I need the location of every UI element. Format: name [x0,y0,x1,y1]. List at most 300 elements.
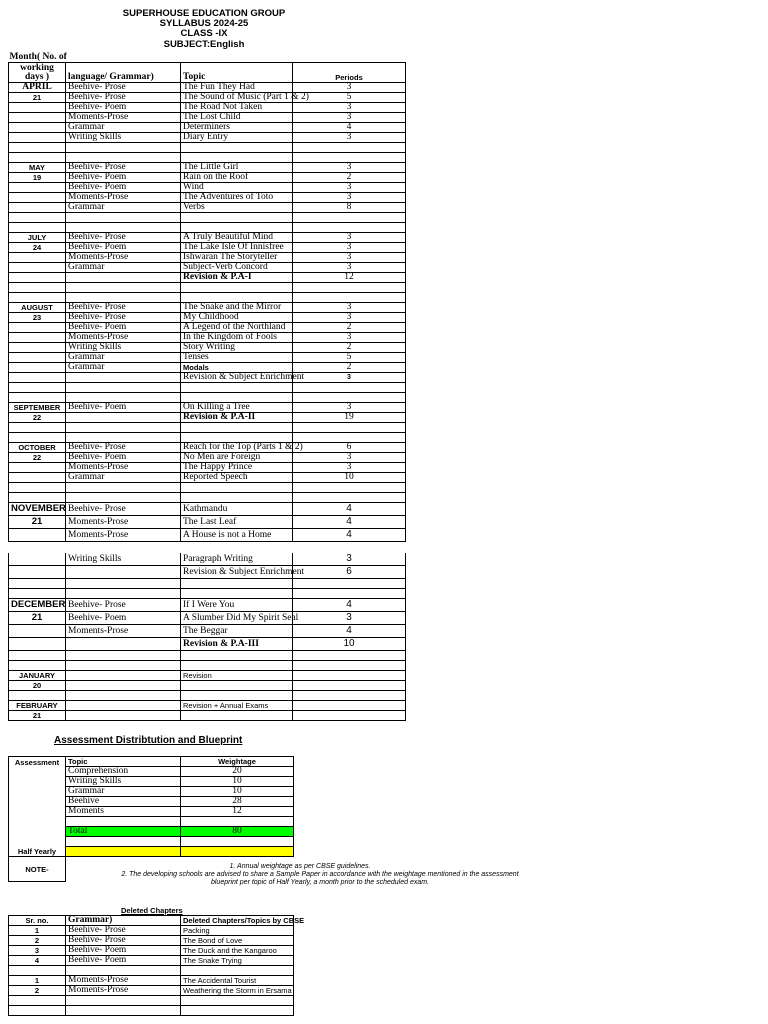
empty-cell [66,701,181,711]
empty-cell [66,423,181,433]
syllabus-row [9,553,406,566]
working-days: 24 [9,243,66,253]
syllabus-row [9,516,406,529]
spacer-row [9,996,294,1006]
empty-cell [9,183,66,193]
empty-cell [293,493,406,503]
empty-cell [9,638,66,651]
periods-cell: 3 [293,163,406,173]
syllabus-row [9,681,406,691]
empty-cell [9,113,66,123]
topic-cell: Subject-Verb Concord [181,263,293,273]
empty-cell [181,691,293,701]
empty-cell [66,153,181,163]
col-month-bottom: working days ) [9,63,66,83]
col-topic: Topic [181,63,293,83]
syllabus-row [9,163,406,173]
working-days: 21 [9,612,66,625]
language-cell: Moments-Prose [66,529,181,542]
syllabus-row [9,625,406,638]
language-cell: Beehive- Prose [66,83,181,93]
empty-cell [9,433,66,443]
empty-cell [66,966,181,976]
empty-cell [181,223,293,233]
assessment-weightage: 10 [181,777,294,787]
sr-no: 4 [9,956,66,966]
periods-cell: 3 [293,253,406,263]
topic-cell: Verbs [181,203,293,213]
empty-cell [9,837,66,847]
header-school: SUPERHOUSE EDUCATION GROUP [122,8,286,19]
empty-cell [293,483,406,493]
language-cell: Beehive- Poem [66,103,181,113]
empty-cell [293,213,406,223]
deleted-chapter: The Accidental Tourist [181,976,294,986]
periods-cell: 3 [293,243,406,253]
empty-cell [9,423,66,433]
empty-cell [293,283,406,293]
syllabus-row [9,233,406,243]
periods-cell: 3 [293,403,406,413]
language-cell: Grammar [66,353,181,363]
spacer-row [9,483,406,493]
empty-cell [66,223,181,233]
col-month-top: Month( No. of [9,52,67,62]
empty-cell [66,651,181,661]
empty-cell [9,529,66,542]
topic-cell: The Fun They Had [181,83,293,93]
empty-cell [9,333,66,343]
spacer-row [9,223,406,233]
topic-cell: Kathmandu [181,503,293,516]
month-name: AUGUST [9,303,66,313]
deleted-row [9,986,294,996]
assessment-weightage: 12 [181,807,294,817]
language-cell: Beehive- Poem [66,243,181,253]
month-name: DECEMBER [9,599,66,612]
periods-cell: 3 [293,83,406,93]
syllabus-row [9,103,406,113]
month-name: SEPTEMBER [9,403,66,413]
empty-cell [9,373,66,383]
col-periods: Periods [293,63,406,83]
periods-cell: 3 [293,133,406,143]
empty-cell [181,283,293,293]
topic-cell: Revision + Annual Exams [181,701,293,711]
empty-cell [181,966,294,976]
topic-cell: The Happy Prince [181,463,293,473]
empty-cell [181,383,293,393]
empty-cell [181,681,293,691]
empty-cell [9,691,66,701]
empty-cell [66,589,181,599]
empty-cell [181,393,293,403]
empty-cell [181,483,293,493]
empty-cell [9,463,66,473]
periods-cell: 3 [293,553,406,566]
empty-cell [9,383,66,393]
syllabus-row [9,113,406,123]
empty-cell [66,681,181,691]
language-cell: Writing Skills [66,343,181,353]
empty-cell [9,767,66,777]
empty-cell [293,423,406,433]
topic-cell: The Little Girl [181,163,293,173]
empty-cell [9,625,66,638]
syllabus-row [9,203,406,213]
assessment-row [9,777,294,787]
spacer-row [9,651,406,661]
empty-cell [181,433,293,443]
deleted-chapter: Weathering the Storm in Ersama [181,986,294,996]
empty-cell [293,433,406,443]
empty-cell [293,651,406,661]
periods-cell: 8 [293,203,406,213]
empty-cell [293,681,406,691]
empty-cell [66,143,181,153]
deleted-row [9,976,294,986]
empty-cell [9,966,66,976]
empty-cell [66,579,181,589]
language-cell: Beehive- Prose [66,163,181,173]
total-row [9,827,294,837]
deleted-row [9,936,294,946]
periods-cell: 2 [293,323,406,333]
empty-cell [9,473,66,483]
sr-no: 1 [9,926,66,936]
empty-cell [9,103,66,113]
note-2a: 2. The developing schools are advised to share a Sample Paper in accordance with the weightage mentioned in the assessment [121,871,519,878]
empty-cell [66,433,181,443]
language-cell [66,566,181,579]
empty-cell [9,483,66,493]
spacer-row [9,589,406,599]
topic-cell: Revision & P.A-I [181,273,293,283]
periods-cell: 3 [293,263,406,273]
empty-cell [9,153,66,163]
topic-cell: Revision & Subject Enrichment [181,566,293,579]
empty-cell [9,553,66,566]
empty-cell [66,283,181,293]
empty-cell [9,283,66,293]
topic-cell: Rain on the Roof [181,173,293,183]
empty-cell [9,817,66,827]
periods-cell: 2 [293,343,406,353]
assessment-row [9,787,294,797]
syllabus-table-continued [8,553,406,721]
empty-cell [9,1006,66,1016]
language-cell: Writing Skills [66,553,181,566]
empty-cell [66,837,181,847]
col-assess-topic: Topic [66,757,181,767]
spacer-row [9,293,406,303]
empty-cell [293,293,406,303]
topic-cell: In the Kingdom of Fools [181,333,293,343]
empty-cell [66,493,181,503]
language-cell: Beehive- Prose [66,233,181,243]
language-cell: Grammar [66,123,181,133]
syllabus-row [9,313,406,323]
topic-cell: Diary Entry [181,133,293,143]
deleted-chapter: The Duck and the Kangaroo [181,946,294,956]
spacer-row [9,423,406,433]
topic-cell: On Killing a Tree [181,403,293,413]
spacer-row [9,1006,294,1016]
assessment-topic: Moments [66,807,181,817]
syllabus-row [9,529,406,542]
deleted-row [9,956,294,966]
periods-cell: 2 [293,363,406,373]
periods-cell: 12 [293,273,406,283]
note-label: NOTE- [9,857,66,882]
half-yearly-label: Half Yearly [9,847,66,857]
topic-cell: Revision & Subject Enrichment [181,373,293,383]
empty-cell [181,579,293,589]
language-cell: Moments-Prose [66,333,181,343]
month-name: JANUARY [9,671,66,681]
header-class: CLASS -IX [180,28,228,39]
syllabus-row [9,453,406,463]
month-name: JULY [9,233,66,243]
empty-cell [293,701,406,711]
syllabus-row [9,671,406,681]
empty-cell [9,797,66,807]
periods-cell: 4 [293,625,406,638]
syllabus-row [9,273,406,283]
topic-cell: Story Writing [181,343,293,353]
deleted-chapter: Packing [181,926,294,936]
empty-cell [293,579,406,589]
syllabus-row [9,413,406,423]
deleted-book: Beehive- Prose [66,936,181,946]
topic-cell: The Last Leaf [181,516,293,529]
header-subject: SUBJECT:English [163,39,245,50]
syllabus-row [9,343,406,353]
empty-cell [9,273,66,283]
periods-cell: 3 [293,453,406,463]
topic-cell: A Slumber Did My Spirit Seal [181,612,293,625]
empty-cell [181,293,293,303]
topic-cell: A Legend of the Northland [181,323,293,333]
empty-cell [66,383,181,393]
language-cell: Beehive- Poem [66,403,181,413]
col-del-grammar: Grammar) [66,916,181,926]
syllabus-row [9,133,406,143]
month-name: MAY [9,163,66,173]
empty-cell [181,213,293,223]
syllabus-row [9,253,406,263]
sr-no: 1 [9,976,66,986]
empty-cell [66,483,181,493]
language-cell: Beehive- Poem [66,183,181,193]
syllabus-row [9,403,406,413]
empty-cell [9,263,66,273]
note-2b: blueprint per topic of Half Yearly, a month prior to the scheduled exam. [210,879,430,886]
empty-cell [66,691,181,701]
deleted-row [9,926,294,936]
topic-cell: No Men are Foreign [181,453,293,463]
empty-cell [181,661,293,671]
syllabus-row [9,638,406,651]
periods-cell: 3 [293,183,406,193]
topic-cell: Revision & P.A-II [181,413,293,423]
half-yearly-fill [66,847,181,857]
assessment-topic: Comprehension [66,767,181,777]
syllabus-row [9,711,406,721]
empty-cell [293,589,406,599]
empty-cell [66,817,181,827]
topic-cell: Tenses [181,353,293,363]
empty-cell [9,579,66,589]
language-cell: Moments-Prose [66,253,181,263]
periods-cell: 3 [293,113,406,123]
empty-cell [9,213,66,223]
empty-cell [66,661,181,671]
syllabus-table [8,53,406,542]
language-cell: Beehive- Poem [66,323,181,333]
empty-cell [9,661,66,671]
spacer-row [9,393,406,403]
empty-cell [66,671,181,681]
topic-cell: The Lost Child [181,113,293,123]
deleted-book: Moments-Prose [66,976,181,986]
empty-cell [9,393,66,403]
empty-cell [66,293,181,303]
periods-cell: 4 [293,503,406,516]
empty-cell [9,203,66,213]
empty-cell [293,153,406,163]
working-days: 21 [9,711,66,721]
empty-cell [181,1006,294,1016]
deleted-table [8,915,305,1016]
syllabus-row [9,353,406,363]
empty-cell [181,651,293,661]
periods-cell: 3 [293,333,406,343]
deleted-title: Deleted Chapters [121,906,183,915]
syllabus-row [9,443,406,453]
topic-cell: Determiners [181,123,293,133]
syllabus-row [9,463,406,473]
topic-cell: My Childhood [181,313,293,323]
assessment-topic: Beehive [66,797,181,807]
periods-cell: 19 [293,413,406,423]
empty-cell [181,423,293,433]
periods-cell: 3 [293,373,406,383]
sr-no: 2 [9,986,66,996]
month-name: FEBRUARY [9,701,66,711]
empty-cell [293,711,406,721]
empty-cell [66,996,181,1006]
language-cell: Beehive- Prose [66,93,181,103]
assessment-topic: Grammar [66,787,181,797]
language-cell: Beehive- Poem [66,453,181,463]
language-cell: Beehive- Prose [66,443,181,453]
assessment-row [9,807,294,817]
periods-cell: 5 [293,353,406,363]
syllabus-row [9,373,406,383]
language-cell: Grammar [66,363,181,373]
periods-cell: 2 [293,173,406,183]
language-cell: Beehive- Prose [66,503,181,516]
spacer-row [9,283,406,293]
empty-cell [181,711,293,721]
periods-cell: 10 [293,473,406,483]
empty-cell [9,193,66,203]
topic-cell: The Adventures of Toto [181,193,293,203]
assessment-row [9,797,294,807]
half-yearly-fill [181,847,294,857]
topic-cell: A House is not a Home [181,529,293,542]
empty-cell [9,363,66,373]
working-days: 20 [9,681,66,691]
periods-cell: 3 [293,463,406,473]
language-cell: Writing Skills [66,133,181,143]
col-language: language/ Grammar) [66,63,181,83]
syllabus-row [9,83,406,93]
language-cell: Beehive- Poem [66,612,181,625]
empty-cell [181,143,293,153]
deleted-row [9,946,294,956]
spacer-row [9,579,406,589]
empty-cell [9,651,66,661]
language-cell: Beehive- Poem [66,173,181,183]
periods-cell: 6 [293,566,406,579]
topic-cell: The Lake Isle Of Innisfree [181,243,293,253]
syllabus-row [9,323,406,333]
empty-cell [9,253,66,263]
deleted-book: Moments-Prose [66,986,181,996]
syllabus-row [9,473,406,483]
spacer-row [9,213,406,223]
empty-cell [9,807,66,817]
topic-cell: The Beggar [181,625,293,638]
working-days: 22 [9,453,66,463]
language-cell [66,373,181,383]
deleted-book: Beehive- Poem [66,956,181,966]
topic-cell: Revision [181,671,293,681]
empty-cell [293,393,406,403]
topic-cell: Ishwaran The Storyteller [181,253,293,263]
topic-cell: The Snake and the Mirror [181,303,293,313]
syllabus-row [9,333,406,343]
topic-cell: If I Were You [181,599,293,612]
language-cell: Grammar [66,203,181,213]
language-cell [66,638,181,651]
empty-cell [66,393,181,403]
language-cell: Beehive- Prose [66,599,181,612]
empty-cell [181,817,294,827]
empty-cell [181,996,294,1006]
periods-cell: 3 [293,103,406,113]
empty-cell [9,566,66,579]
periods-cell: 5 [293,93,406,103]
topic-cell: Modals [181,363,293,373]
empty-cell [66,711,181,721]
periods-cell: 10 [293,638,406,651]
syllabus-row [9,243,406,253]
spacer-row [9,661,406,671]
empty-cell [9,996,66,1006]
language-cell: Moments-Prose [66,516,181,529]
spacer-row [9,817,294,827]
spacer-row [9,433,406,443]
topic-cell: Paragraph Writing [181,553,293,566]
working-days: 21 [9,516,66,529]
syllabus-row [9,93,406,103]
periods-cell: 3 [293,303,406,313]
syllabus-row [9,183,406,193]
periods-cell: 6 [293,443,406,453]
